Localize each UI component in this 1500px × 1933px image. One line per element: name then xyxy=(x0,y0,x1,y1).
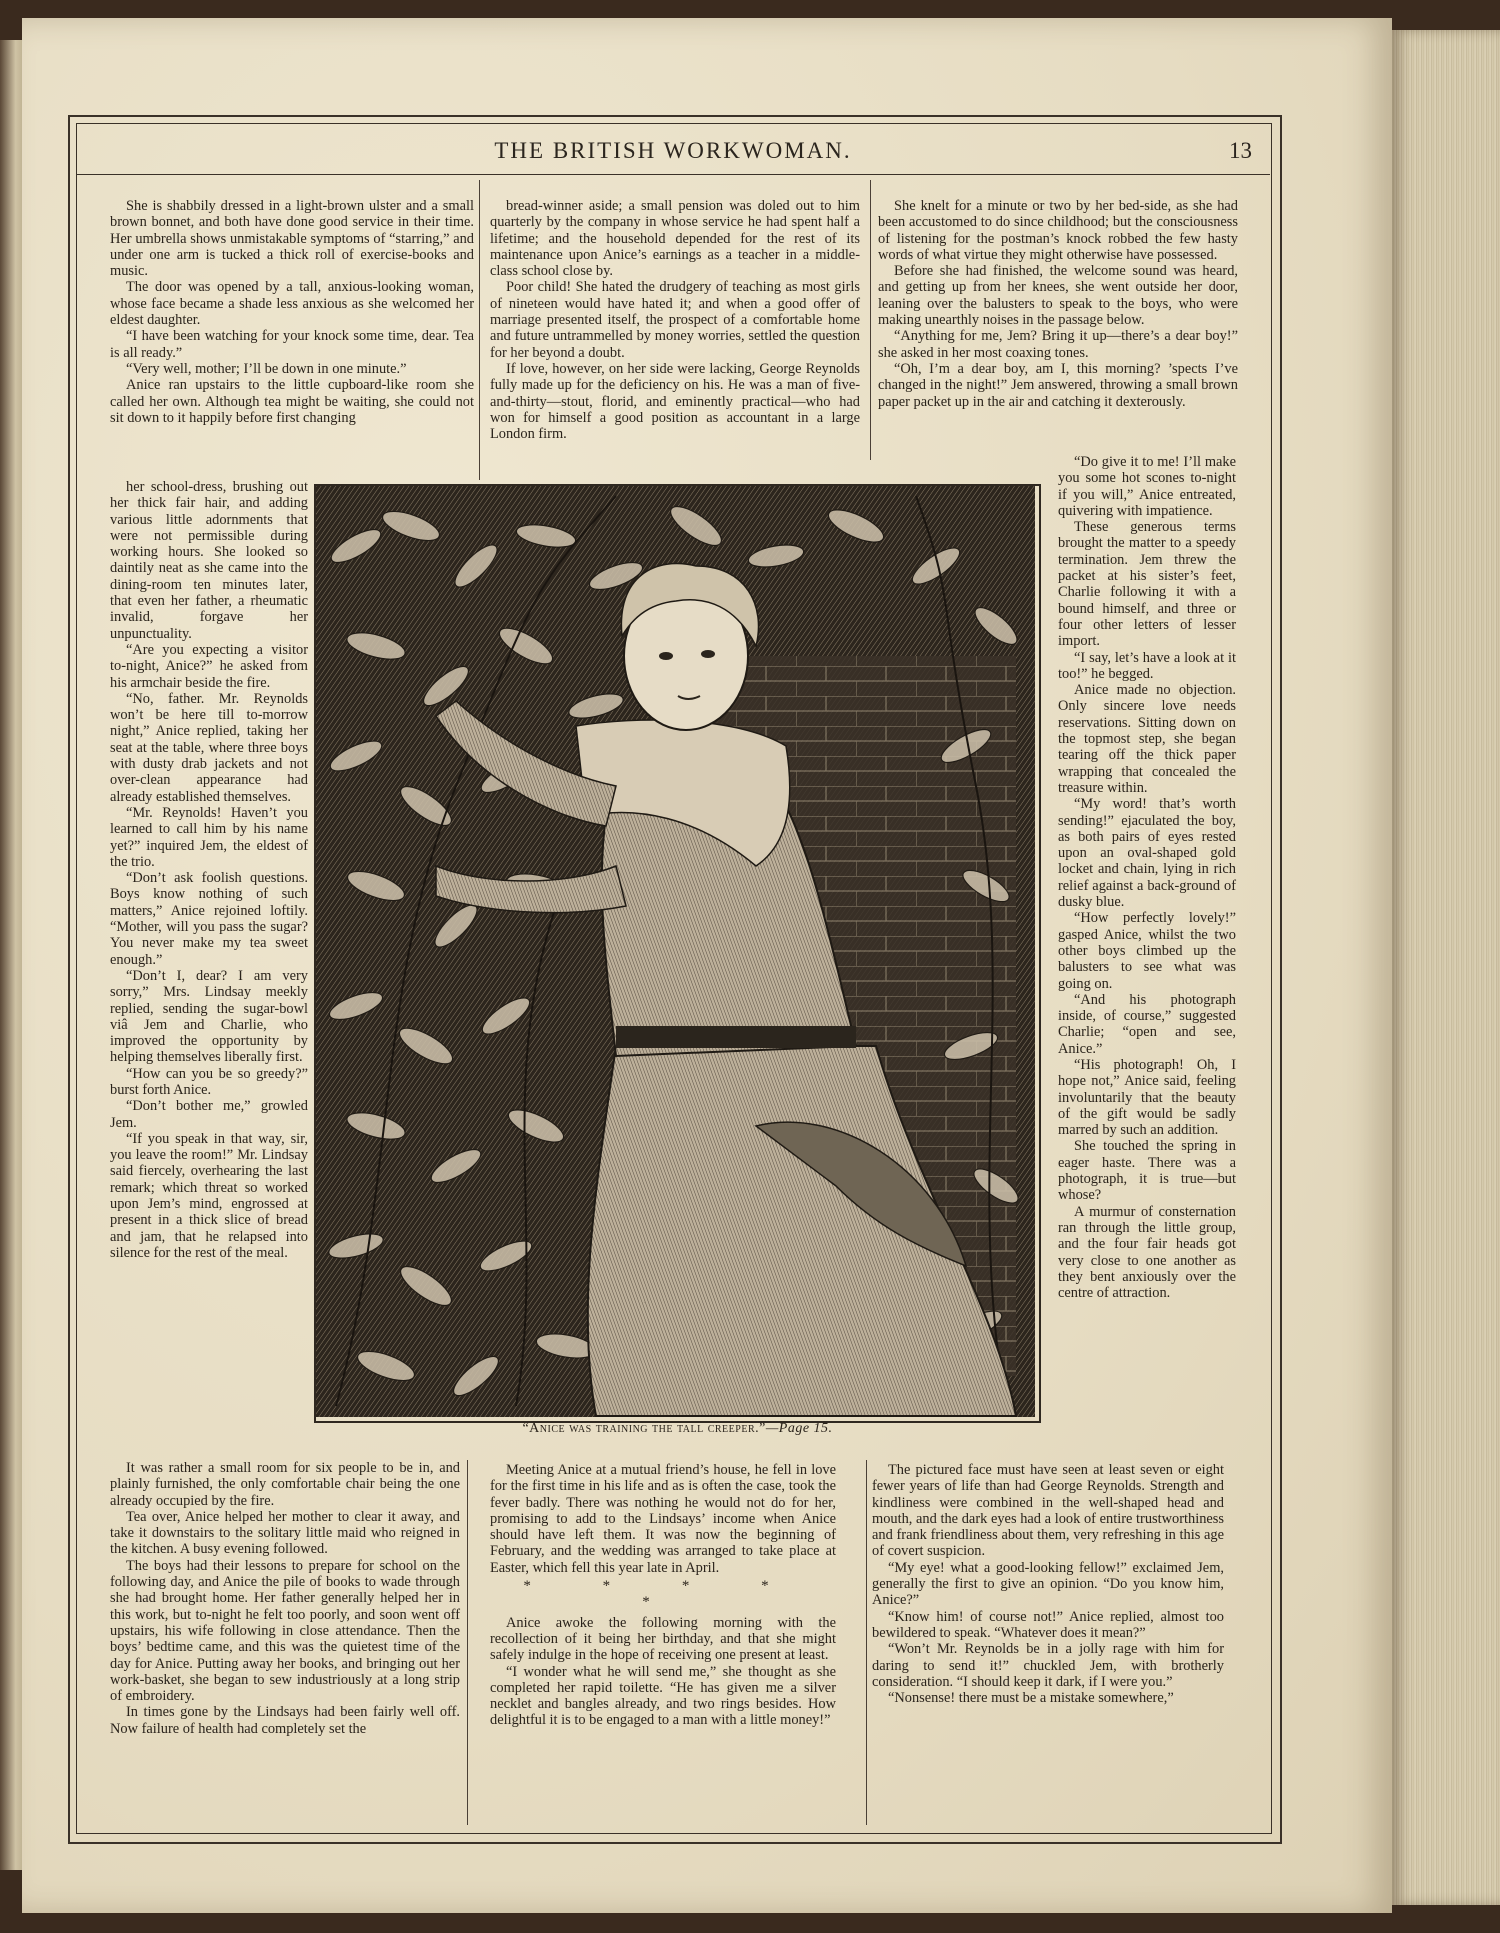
paragraph: “Don’t ask foolish questions. Boys know nothing of such matters,” Anice rejoined loftily. “Mother, will you pass the sugar? You never make my tea sweet enough.” xyxy=(110,870,308,968)
paragraph: “If you speak in that way, sir, you leave the room!” Mr. Lindsay said fiercely, overhearing the last remark; which threat so worked upon Jem’s mind, engrossed at present in a thick slice of bread and jam, that he relapsed into silence for the rest of the meal. xyxy=(110,1130,308,1261)
engraving-woman-with-creeper xyxy=(316,486,1035,1417)
paragraph: “Very well, mother; I’ll be down in one minute.” xyxy=(126,360,407,377)
paragraph: “My word! that’s worth sending!” ejaculated the boy, as both pairs of eyes rested upon an oval-shaped gold locket and chain, lying in rich relief against a back-ground of dusky blue. xyxy=(1058,796,1236,911)
paragraph: “Anything for me, Jem? Bring it up—there’s a dear boy!” she asked in her most coaxing tones. xyxy=(878,328,1238,361)
column-rule-1-bottom xyxy=(467,1460,468,1825)
paragraph: These generous terms brought the matter to a speedy termination. Jem threw the packet at his sister’s feet, Charlie following it with a bound himself, and three or four other letters of lesser import. xyxy=(1058,519,1236,650)
illustration-caption xyxy=(314,1421,1041,1437)
paragraph: She is shabbily dressed in a light-brown ulster and a small brown bonnet, and both have done good service in their time. Her umbrella shows unmistakable symptoms of “starring,” and under one arm is tucked a thick roll of exercise-books and music. xyxy=(110,198,474,280)
header-rule xyxy=(76,174,1270,175)
paragraph: “Know him! of course not!” Anice replied, almost too bewildered to speak. “Whatever does it mean?” xyxy=(872,1608,1224,1641)
paragraph: The boys had their lessons to prepare for school on the following day, and Anice the pile of books to wade through she had brought home. Her father generally helped her in this work, but to-night he felt too poorly, and soon went off upstairs, his wife following in close attendance. Then the boys’ bedtime came, and this was the quietest time of the day for Anice. Putting away her books, and bringing out her work-basket, she began to sew industriously at a long strip of embroidery. xyxy=(110,1557,460,1705)
paragraph: “Won’t Mr. Reynolds be in a jolly rage with him for daring to send it!” chuckled Jem, with brotherly consideration. “I should keep it dark, if I were you.” xyxy=(872,1641,1224,1690)
column-rule-2-bottom xyxy=(866,1460,867,1825)
paragraph: “Don’t I, dear? I am very sorry,” Mrs. Lindsay meekly replied, sending the sugar-bowl viâ Jem and Charlie, who improved the opportunity by helping themselves liberally first. xyxy=(110,967,308,1066)
column-3-bottom-text xyxy=(872,1462,1224,1706)
paragraph: her school-dress, brushing out her thick fair hair, and adding various little adornments that were not permissible during working hours. She looked so daintily neat as she came into the dining-room ten minutes later, that even her father, a rheumatic invalid, forgave her unpunctuality. xyxy=(110,479,308,642)
paragraph: Before she had finished, the welcome sound was heard, and getting up from her knees, she went outside her door, leaning over the balusters to speak to the boys, who were making unearthly noises in the passage below. xyxy=(878,263,1238,329)
column-2-top-text xyxy=(490,198,860,442)
page-number: 13 xyxy=(1229,138,1252,163)
paragraph: In times gone by the Lindsays had been fairly well off. Now failure of health had completely set the xyxy=(110,1704,460,1737)
paragraph: “I have been watching for your knock some time, dear. Tea is all ready.” xyxy=(110,328,474,361)
paragraph: “His photograph! Oh, I hope not,” Anice said, feeling involuntarily that the beauty of the gift would be sadly marred by such an addition. xyxy=(1058,1056,1236,1139)
paragraph: If love, however, on her side were lacking, George Reynolds fully made up for the deficiency on his. He was a man of five-and-thirty—stout, florid, and eminently practical—who had won for himself a good position as accountant in a large London firm. xyxy=(490,360,860,443)
paragraph: “Do give it to me! I’ll make you some hot scones to-night if you will,” Anice entreated, quivering with impatience. xyxy=(1058,454,1236,519)
paragraph: The pictured face must have seen at least seven or eight fewer years of life than had George Reynolds. Strength and kindliness were combined in the well-shaped head and mouth, and the dark eyes had a look of entire trustworthiness and frank friendliness about them, very refreshing in this age of covert suspicion. xyxy=(872,1462,1224,1560)
paragraph: Anice made no objection. Only sincere love needs reservations. Sitting down on the topmost step, she began tearing off the thick paper wrapping that concealed the treasure within. xyxy=(1058,682,1236,796)
paragraph: “How can you be so greedy?” burst forth Anice. xyxy=(110,1065,308,1098)
column-3-narrow-text xyxy=(1058,454,1236,1301)
paragraph: “Nonsense! there must be a mistake somewhere,” xyxy=(888,1690,1174,1707)
paragraph: Poor child! She hated the drudgery of teaching as most girls of nineteen would have hated it; and when a good offer of marriage presented itself, the prospect of a comfortable home and future untrammelled by money worries, settled the question for her beyond a doubt. xyxy=(490,279,860,361)
column-1-top-text xyxy=(110,198,474,426)
paragraph: Tea over, Anice helped her mother to clear it away, and take it downstairs to the solitary little maid who reigned in the kitchen. A busy evening followed. xyxy=(110,1508,460,1558)
paragraph: “Mr. Reynolds! Haven’t you learned to call him by his name yet?” inquired Jem, the eldest of the trio. xyxy=(110,804,308,870)
paragraph: “Oh, I’m a dear boy, am I, this morning? ’spects I’ve changed in the night!” Jem answered, throwing a small brown paper packet up in the air and catching it dexterously. xyxy=(878,360,1238,410)
paragraph: Anice ran upstairs to the little cupboard-like room she called her own. Although tea might be waiting, she could not sit down to it happily before first changing xyxy=(110,377,474,426)
column-rule-2-top xyxy=(870,180,871,460)
caption-page-ref: —Page 15. xyxy=(765,1421,833,1436)
paragraph: “My eye! what a good-looking fellow!” exclaimed Jem, generally the first to give an opinion. “Do you know him, Anice?” xyxy=(872,1559,1224,1609)
paragraph: It was rather a small room for six people to be in, and plainly furnished, the only comfortable chair being the one already occupied by the fire. xyxy=(110,1460,460,1509)
paragraph: The door was opened by a tall, anxious-looking woman, whose face became a shade less anxious as she welcomed her eldest daughter. xyxy=(110,279,474,329)
column-2-bottom-text xyxy=(490,1462,836,1729)
paragraph: “I wonder what he will send me,” she thought as she completed her rapid toilette. “He has given me a silver necklet and bangles already, and two rings besides. How delightful it is to be engaged to a man with a little money!” xyxy=(490,1663,836,1729)
paragraph: A murmur of consternation ran through the little group, and the four fair heads got very close to one another as they bent anxiously over the centre of attraction. xyxy=(1058,1203,1236,1302)
page-edges xyxy=(1392,30,1500,1905)
column-1-bottom-text xyxy=(110,1460,460,1737)
column-3-top-text xyxy=(878,198,1238,410)
paragraph: She touched the spring in eager haste. There was a photograph, it is true—but whose? xyxy=(1058,1138,1236,1204)
caption-text: “Anice was training the tall creeper.” xyxy=(522,1421,766,1436)
paragraph: Meeting Anice at a mutual friend’s house, he fell in love for the first time in his life and as is often the case, took the fever badly. There was nothing he would not do for her, promising to add to the Lindsays’ income when Anice should have left them. It was now the beginning of February, and the wedding was arranged to take place at Easter, which fell this year late in April. xyxy=(490,1462,836,1576)
column-1-narrow-text xyxy=(110,479,308,1261)
paragraph: “I say, let’s have a look at it too!” he begged. xyxy=(1058,649,1236,682)
paragraph: bread-winner aside; a small pension was doled out to him quarterly by the company in whose service he had spent half a lifetime; and the household depended for the rest of its maintenance upon Anice’s earnings as a teacher in a middle-class school close by. xyxy=(490,198,860,280)
paragraph: “Are you expecting a visitor to-night, Anice?” he asked from his armchair beside the fire. xyxy=(110,641,308,691)
paragraph: “And his photograph inside, of course,” suggested Charlie; “open and see, Anice.” xyxy=(1058,991,1236,1057)
paragraph: Anice awoke the following morning with the recollection of it being her birthday, and that she might safely indulge in the hope of receiving one present at least. xyxy=(490,1614,836,1664)
paragraph: “How perfectly lovely!” gasped Anice, whilst the two other boys climbed up the balusters to see what was going on. xyxy=(1058,910,1236,992)
paragraph: “Don’t bother me,” growled Jem. xyxy=(110,1098,308,1131)
paragraph: “No, father. Mr. Reynolds won’t be here till to-morrow night,” Anice replied, taking her seat at the table, where three boys with dusty drab jackets and not over-clean appearance had already established themselves. xyxy=(110,690,308,805)
engraving-illustration xyxy=(314,484,1041,1423)
column-rule-1-top xyxy=(479,180,480,480)
running-head xyxy=(76,138,1270,174)
section-break-stars: * * * * * xyxy=(523,1578,803,1611)
paragraph: She knelt for a minute or two by her bed-side, as she had been accustomed to do since childhood; but the consciousness of listening for the postman’s knock robbed the few hasty words of what virtue they might otherwise have possessed. xyxy=(878,198,1238,263)
publication-title: THE BRITISH WORKWOMAN. xyxy=(494,138,852,163)
